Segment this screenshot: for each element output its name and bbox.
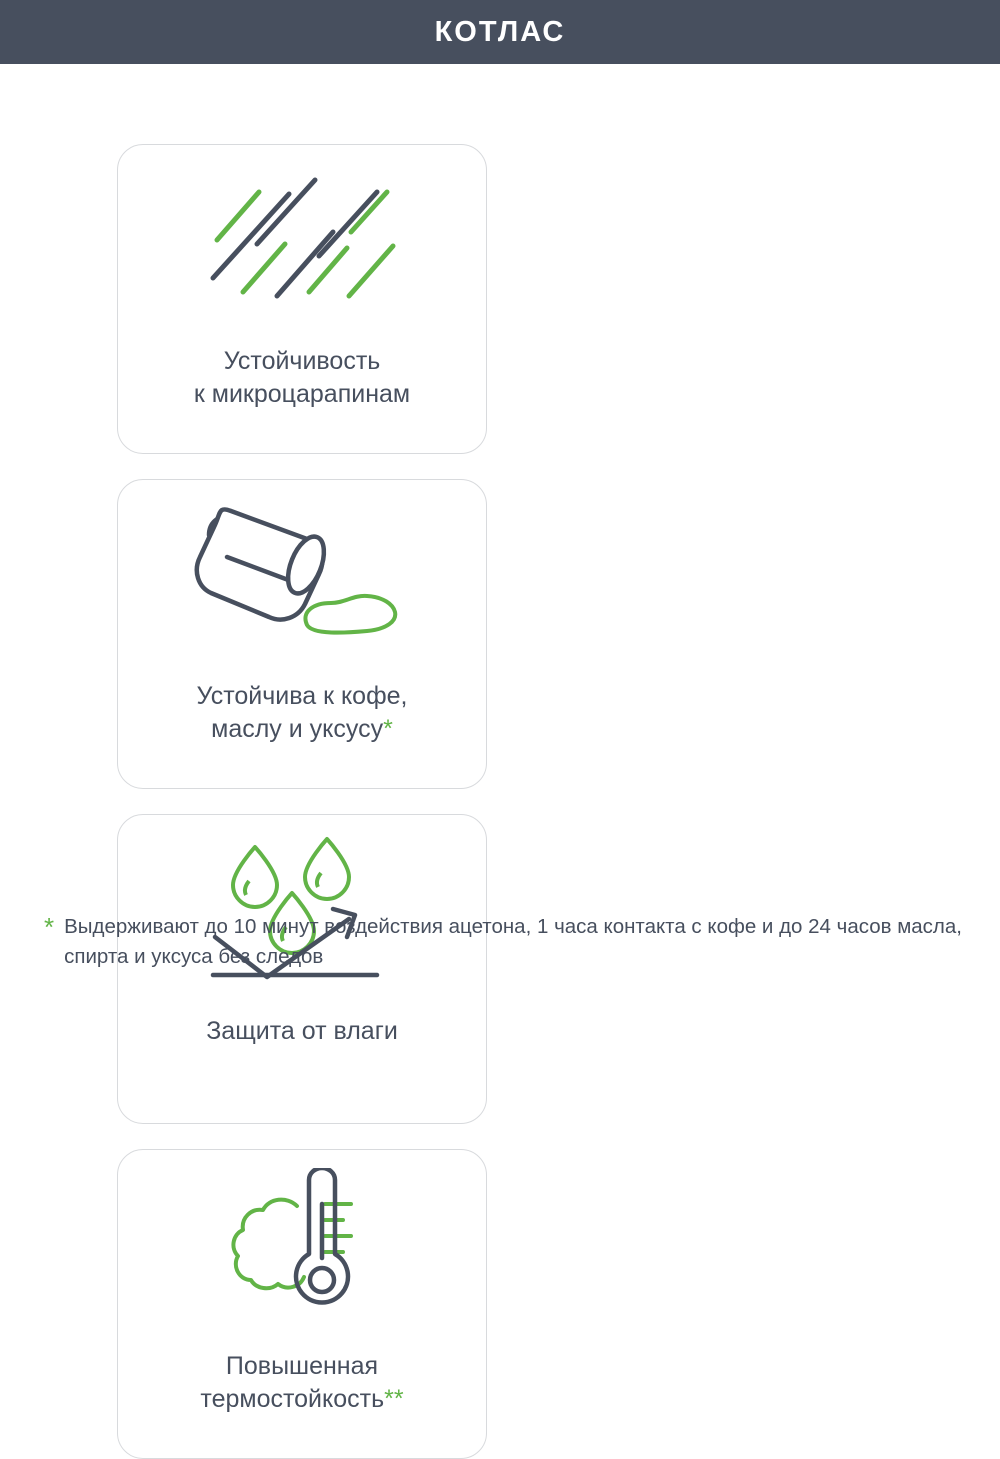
feature-card-grid: [117, 144, 883, 1459]
footnote: [44, 912, 964, 971]
card-caption-line1: Защита от влаги: [206, 1017, 398, 1045]
thermometer-heat-icon: [118, 1150, 486, 1350]
spilled-cup-icon: [118, 480, 486, 680]
footnote-star-icon: *: [44, 912, 55, 942]
feature-card-heat: [117, 1149, 487, 1459]
page-title: КОТЛАС: [434, 15, 566, 48]
card-caption: [118, 680, 486, 788]
card-caption-line1: Устойчива к кофе,: [196, 682, 408, 710]
card-caption-line2: к микроцарапинам: [193, 380, 411, 408]
header-bar: [0, 0, 1000, 64]
card-caption: [118, 1350, 486, 1458]
card-caption-line1: Повышенная: [225, 1352, 379, 1380]
card-caption: [118, 1015, 486, 1123]
scratch-lines-icon: [118, 145, 486, 345]
footnote-marker-single: *: [383, 715, 393, 743]
feature-card-scratch: [117, 144, 487, 454]
footnote-text: Выдерживают до 10 минут воздействия ацетона, 1 часа контакта с кофе и до 24 часов масла, спирта и уксуса без следов: [64, 915, 962, 968]
feature-card-stains: [117, 479, 487, 789]
card-caption-line2: маслу и уксусу: [211, 715, 384, 743]
card-caption-line2: термостойкость: [200, 1385, 385, 1413]
card-caption: [118, 345, 486, 453]
card-caption-line1: Устойчивость: [223, 347, 381, 375]
footnote-marker-double: **: [384, 1385, 404, 1413]
